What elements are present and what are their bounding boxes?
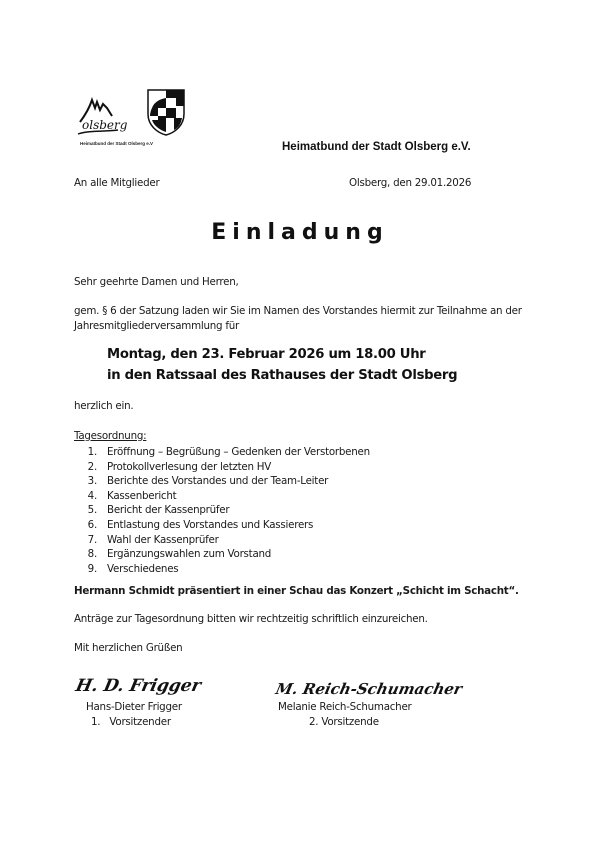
agenda-label: Wahl der Kassenprüfer (107, 533, 219, 546)
salutation: Sehr geehrte Damen und Herren, (74, 276, 239, 288)
event-location: in den Ratssaal des Rathauses der Stadt Olsberg (107, 368, 458, 383)
agenda-heading: Tagesordnung: (74, 430, 147, 442)
place-date: Olsberg, den 29.01.2026 (349, 177, 472, 189)
agenda-number: 2. (87, 460, 97, 473)
agenda-label: Verschiedenes (107, 562, 179, 575)
proposals-note: Anträge zur Tagesordnung bitten wir rechtzeitig schriftlich einzureichen. (74, 613, 428, 625)
agenda-label: Eröffnung – Begrüßung – Gedenken der Verstorbenen (107, 446, 370, 458)
event-date-time: Montag, den 23. Februar 2026 um 18.00 Uhr (107, 347, 426, 362)
agenda-number: 3. (87, 475, 97, 488)
recipient: An alle Mitglieder (74, 177, 160, 189)
agenda-label: Kassenbericht (107, 489, 177, 502)
agenda-label: Bericht der Kassenprüfer (107, 504, 230, 517)
signatory-1-name: Hans-Dieter Frigger (86, 701, 182, 713)
svg-text:olsberg: olsberg (82, 118, 128, 132)
agenda-number: 9. (87, 562, 97, 575)
document-title: Einladung (211, 220, 389, 245)
closing: Mit herzlichen Grüßen (74, 642, 183, 654)
olsberg-mountain-logo-icon (76, 92, 136, 138)
organization-name: Heimatbund der Stadt Olsberg e.V. (282, 141, 471, 153)
agenda-number: 5. (87, 504, 97, 517)
signatory-2-name: Melanie Reich-Schumacher (278, 701, 412, 713)
coat-of-arms-shield-icon (146, 88, 186, 136)
intro-line-1: gem. § 6 der Satzung laden wir Sie im Namen des Vorstandes hiermit zur Teilnahme an der (74, 305, 522, 317)
invite-close: herzlich ein. (74, 400, 134, 412)
intro-line-2: Jahresmitgliederversammlung für (74, 320, 239, 332)
signature-2: M. Reich-Schumacher (274, 680, 464, 698)
signatory-2-role: 2. Vorsitzende (309, 716, 379, 728)
agenda-label: Entlastung des Vorstandes und Kassierers (107, 518, 314, 531)
agenda-number: 6. (87, 518, 97, 531)
signatory-1-role: 1. Vorsitzender (91, 716, 171, 728)
signature-1: H. D. Frigger (73, 676, 203, 696)
agenda-number: 1. (87, 446, 97, 458)
agenda-number: 7. (87, 533, 97, 546)
logo-subtitle: Heimatbund der Stadt Olsberg e.V (80, 141, 154, 146)
concert-note: Hermann Schmidt präsentiert in einer Schau das Konzert „Schicht im Schacht“. (74, 585, 519, 597)
agenda-label: Protokollverlesung der letzten HV (107, 460, 272, 473)
agenda-label: Ergänzungswahlen zum Vorstand (107, 548, 272, 561)
agenda-label: Berichte des Vorstandes und der Team-Leiter (107, 475, 329, 488)
agenda-number: 4. (87, 489, 97, 502)
agenda-number: 8. (87, 548, 97, 561)
